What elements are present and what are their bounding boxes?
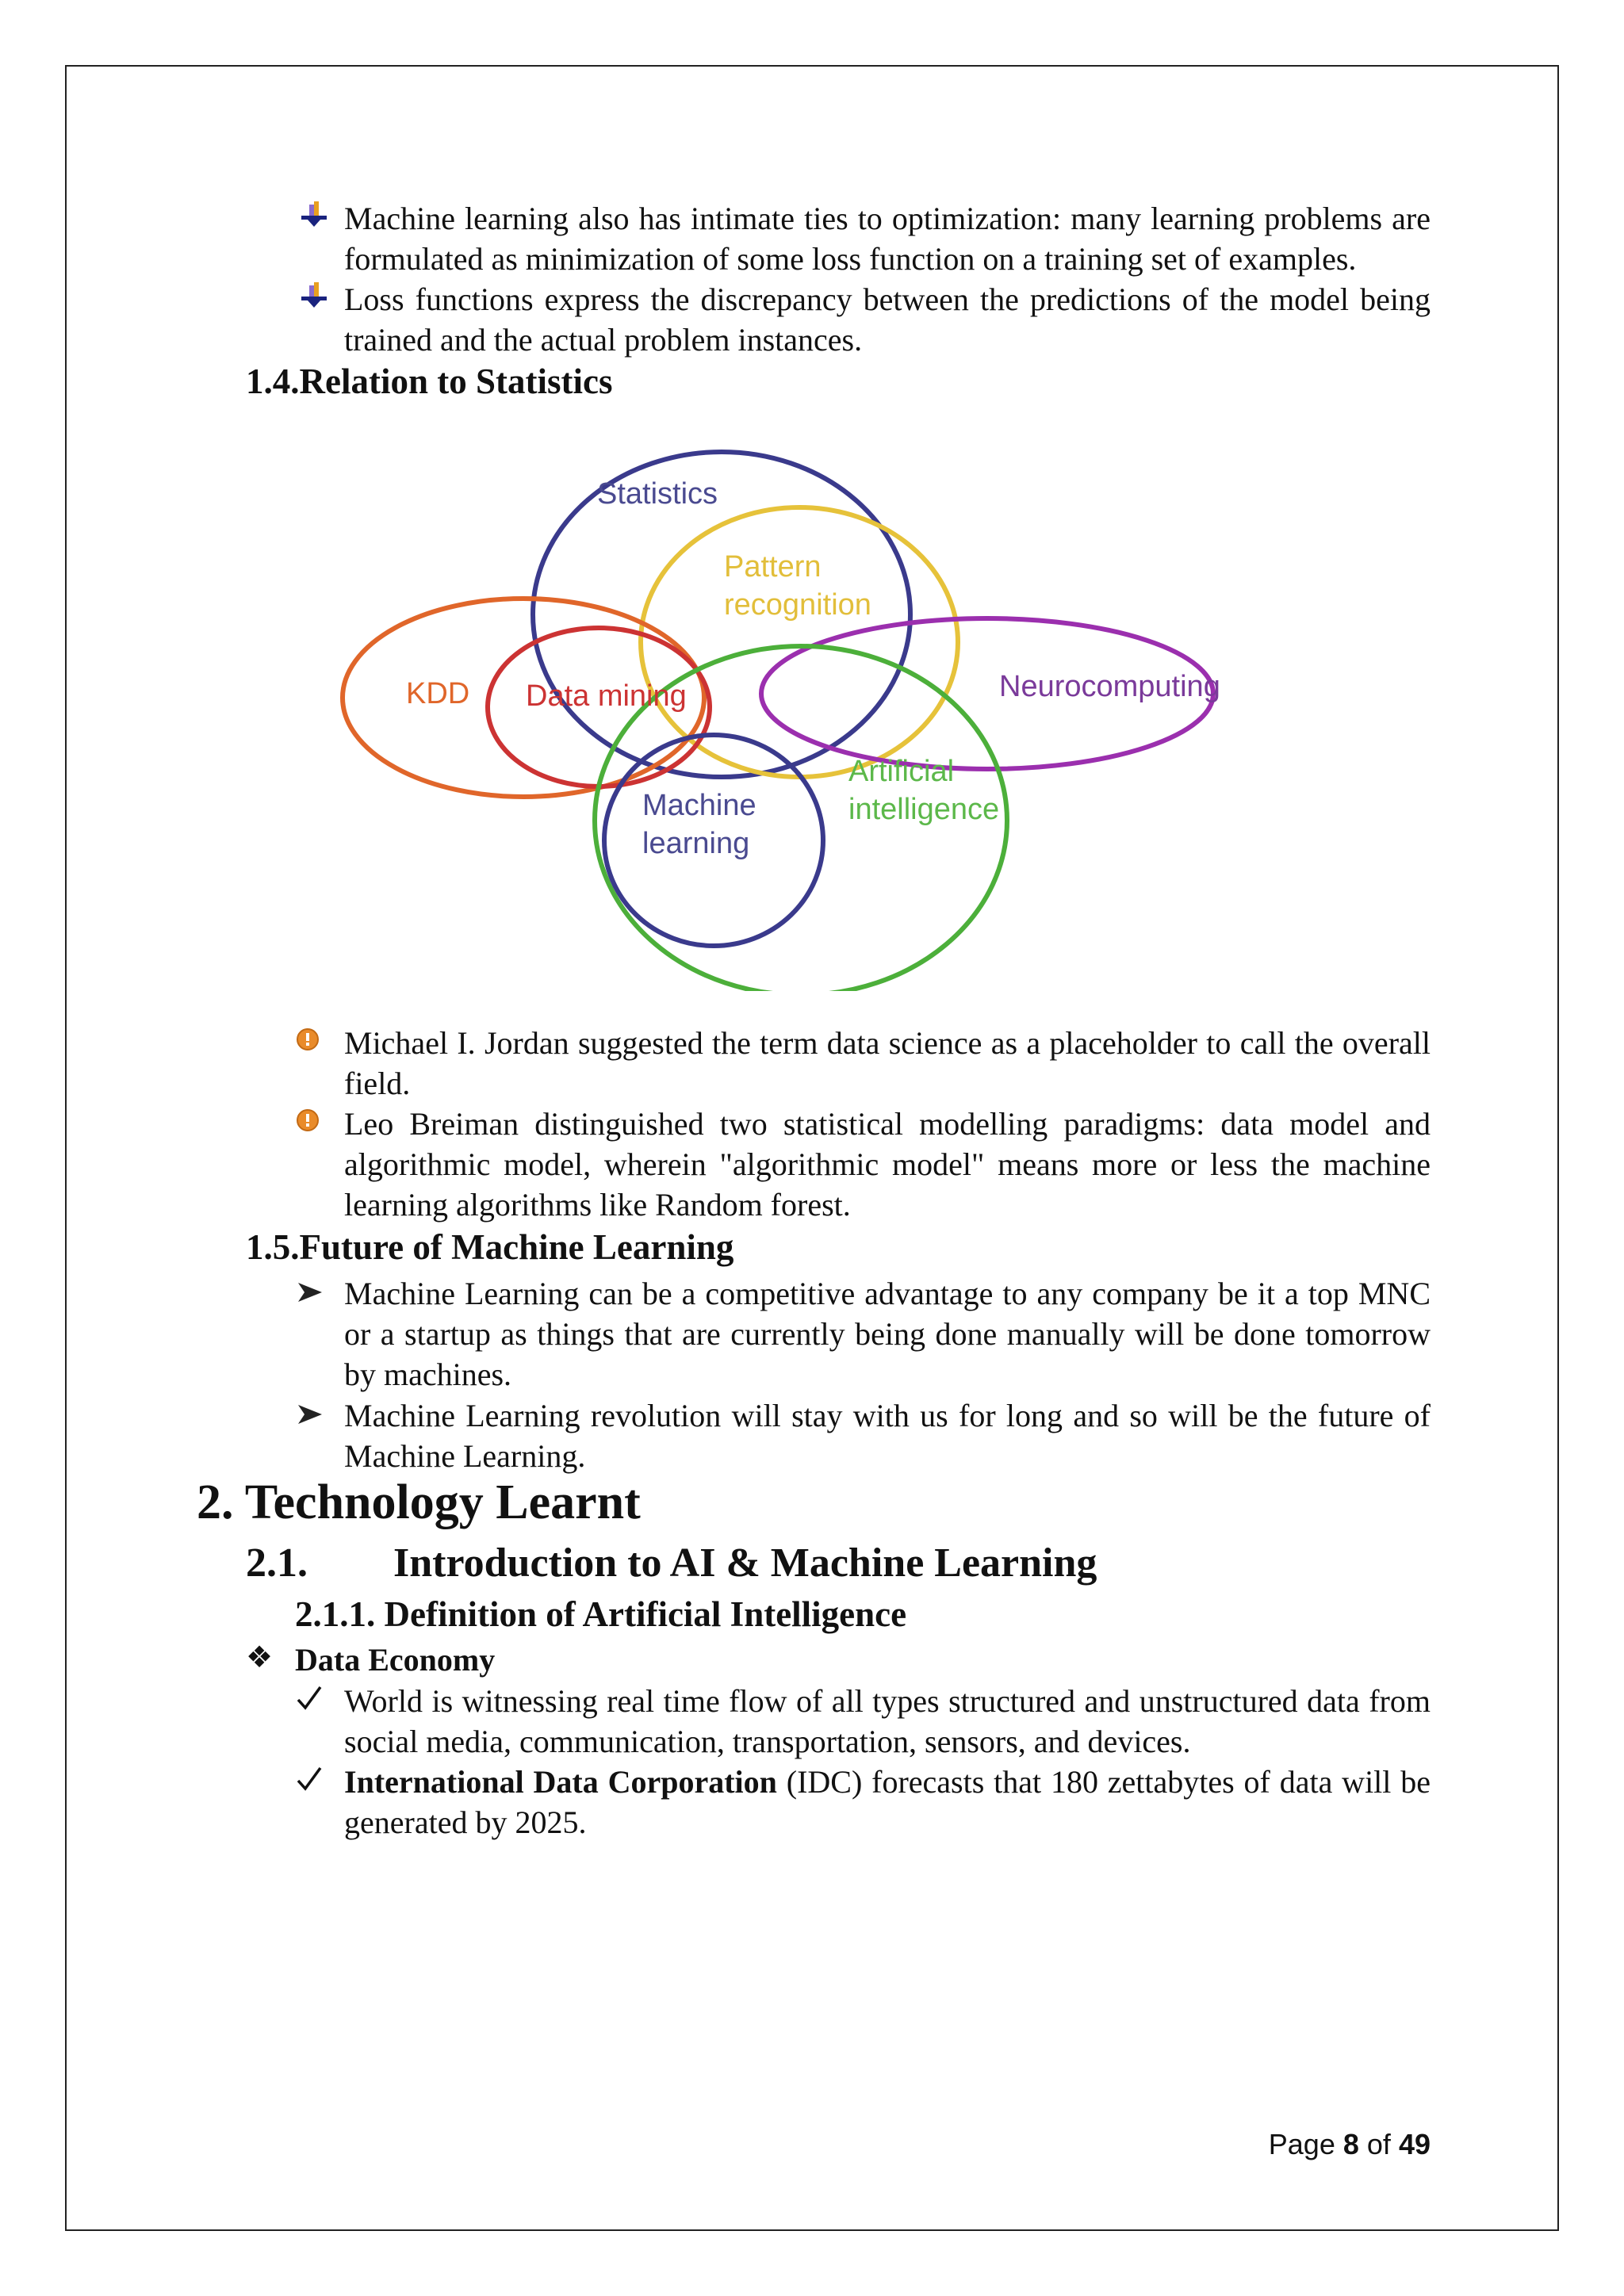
- diamond-bullet-icon: ❖: [246, 1641, 274, 1674]
- pattern-label: Pattern: [724, 550, 822, 584]
- arrow-bullet-icon: [295, 198, 343, 238]
- neurocomputing-label: Neurocomputing: [999, 670, 1220, 703]
- section-heading: 1.5.Future of Machine Learning: [246, 1227, 734, 1267]
- checkmark-icon: [295, 1681, 343, 1720]
- current-page: 8: [1342, 2128, 1359, 2160]
- topic-label: Data Economy: [295, 1642, 496, 1678]
- bullet-text: [344, 1762, 1431, 1843]
- subsection-heading: [246, 1540, 1097, 1586]
- chapter-heading: 2. Technology Learnt: [197, 1475, 641, 1529]
- section-heading: 1.4.Relation to Statistics: [246, 362, 613, 401]
- kdd-label: KDD: [406, 677, 470, 710]
- pattern-label: recognition: [724, 588, 871, 622]
- orange-circle-bullet-icon: [295, 1023, 343, 1062]
- page-number: [1269, 2128, 1431, 2161]
- arrowhead-bullet-icon: [295, 1395, 343, 1435]
- of-label: of: [1366, 2128, 1391, 2160]
- checkmark-icon: [295, 1762, 343, 1801]
- relation-diagram: [333, 420, 1285, 991]
- bullet-text: Machine learning also has intimate ties to optimization: many learning problems are formulated as minimization of some loss function on a training set of examples.: [344, 201, 1431, 277]
- ml-label: learning: [642, 827, 750, 860]
- data-mining-label: Data mining: [526, 679, 687, 713]
- subsection-number: 2.1.: [246, 1540, 308, 1586]
- page-label: Page: [1268, 2128, 1335, 2160]
- ml-label: Machine: [642, 789, 756, 822]
- bullet-text: Machine Learning can be a competitive advantage to any company be it a top MNC or a startup as things that are currently being done manually will be done tomorrow by machines.: [344, 1276, 1431, 1392]
- bullet-text: Loss functions express the discrepancy between the predictions of the model being trained and the actual problem instances.: [344, 281, 1431, 358]
- bullet-text: Leo Breiman distinguished two statistical modelling paradigms: data model and algorithmic model, wherein "algorithmic model" means more or less the machine learning algorithms like Random forest.: [344, 1106, 1431, 1223]
- bullet-text: World is witnessing real time flow of all types structured and unstructured data from social media, communication, transportation, sensors, and devices.: [344, 1683, 1431, 1759]
- subsection-title: Introduction to AI & Machine Learning: [393, 1540, 1097, 1586]
- organization-name: International Data Corporation: [344, 1764, 777, 1800]
- bullet-text: Michael I. Jordan suggested the term data science as a placeholder to call the overall field.: [344, 1025, 1431, 1101]
- ai-label: Artificial: [848, 755, 955, 788]
- arrow-bullet-icon: [295, 279, 343, 319]
- orange-circle-bullet-icon: [295, 1104, 343, 1143]
- total-pages: 49: [1398, 2128, 1431, 2160]
- ai-label: intelligence: [848, 793, 1000, 826]
- statistics-label: Statistics: [597, 477, 718, 511]
- bullet-text-rest: (IDC) forecasts that 180 zettabytes of data will be generated by 2025.: [344, 1764, 1431, 1840]
- bullet-text: Machine Learning revolution will stay with us for long and so will be the future of Machine Learning.: [344, 1398, 1431, 1474]
- arrowhead-bullet-icon: [295, 1273, 343, 1313]
- subsubsection-heading: 2.1.1. Definition of Artificial Intelligence: [295, 1594, 907, 1634]
